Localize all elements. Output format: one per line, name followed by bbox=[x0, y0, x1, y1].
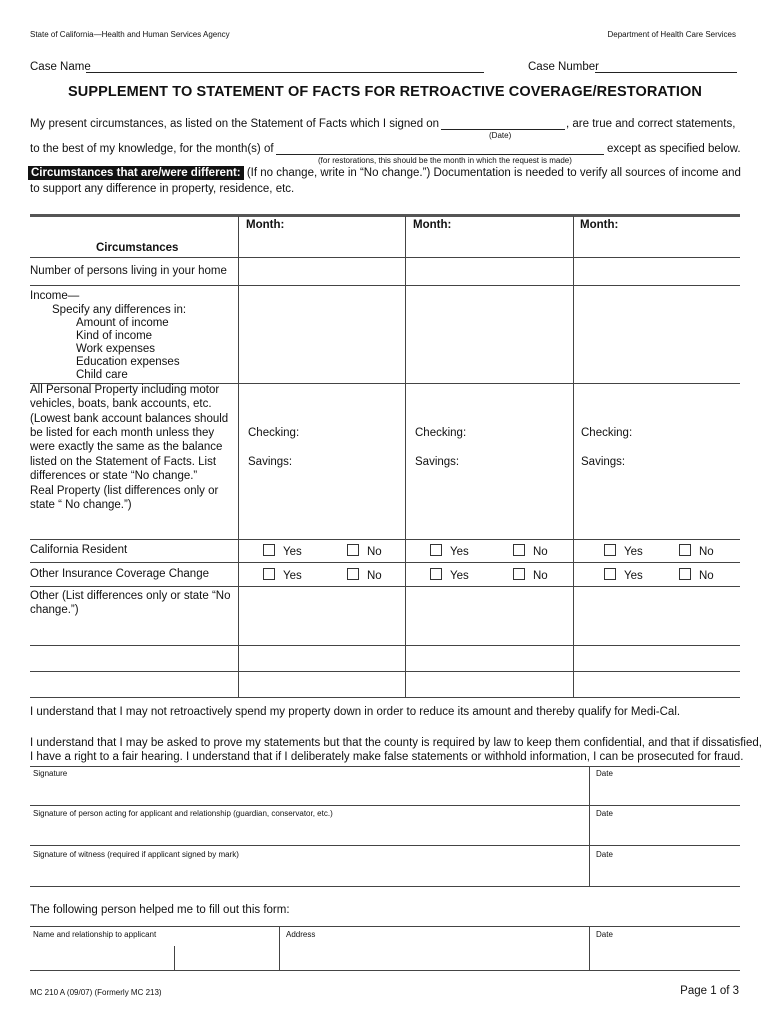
personal-property-line: were exactly the same as the balance bbox=[30, 441, 223, 453]
helper-name-field[interactable] bbox=[31, 940, 277, 969]
understand-statement-2a: I understand that I may be asked to prove my statements but that the county is required by law to keep them confidential, and that if dissatisfied, bbox=[30, 737, 762, 749]
savings-label-3: Savings: bbox=[581, 456, 626, 468]
department-header: Department of Health Care Services bbox=[607, 30, 736, 39]
checkbox[interactable] bbox=[347, 568, 359, 580]
helper-col-divider-2 bbox=[589, 926, 590, 970]
month-header-3: Month: bbox=[580, 219, 619, 231]
insurance-no-2[interactable] bbox=[513, 568, 548, 582]
helper-name-label: Name and relationship to applicant bbox=[33, 930, 157, 939]
income-item: Amount of income bbox=[76, 317, 169, 329]
ca-resident-no-1[interactable] bbox=[347, 544, 382, 558]
persons-month3-field[interactable] bbox=[574, 258, 740, 285]
checkbox[interactable] bbox=[513, 544, 525, 556]
helper-top-border bbox=[30, 926, 740, 927]
checkbox[interactable] bbox=[430, 568, 442, 580]
income-label: Income— bbox=[30, 290, 80, 302]
understand-statement-2b: I have a right to a fair hearing. I understand that if I deliberately make false statements or withhold information, I can be prosecuted for fraud. bbox=[30, 751, 744, 763]
circumstances-highlight: Circumstances that are/were different: bbox=[28, 166, 244, 180]
understand-statement-1: I understand that I may not retroactively spend my property down in order to reduce its amount and thereby qualify for Medi-Cal. bbox=[30, 706, 681, 718]
real-property-line: Real Property (list differences only or bbox=[30, 485, 219, 497]
income-month2-field[interactable] bbox=[406, 286, 572, 382]
helper-bottom-border bbox=[30, 970, 740, 971]
circumstances-header: Circumstances bbox=[96, 242, 179, 254]
other-line: Other (List differences only or state “No bbox=[30, 590, 231, 602]
row-divider bbox=[30, 805, 740, 806]
yes-label: Yes bbox=[624, 546, 643, 558]
helper-intro: The following person helped me to fill out this form: bbox=[30, 904, 290, 916]
signature-field[interactable] bbox=[31, 778, 587, 804]
helper-address-label: Address bbox=[286, 930, 316, 939]
signature-date-divider bbox=[589, 766, 590, 886]
income-item: Child care bbox=[76, 369, 128, 381]
helper-address-field[interactable] bbox=[281, 940, 587, 969]
checking-label-1: Checking: bbox=[248, 427, 300, 439]
statement-line3 bbox=[28, 167, 740, 179]
yes-label: Yes bbox=[624, 570, 643, 582]
checkbox[interactable] bbox=[604, 568, 616, 580]
real-property-line: state “ No change.”) bbox=[30, 499, 132, 511]
statement-line1: My present circumstances, as listed on the Statement of Facts which I signed on bbox=[30, 118, 440, 130]
signature-date-label: Date bbox=[596, 769, 613, 778]
helper-date-field[interactable] bbox=[591, 940, 739, 969]
checking-label-2: Checking: bbox=[415, 427, 467, 439]
income-sub-label: Specify any differences in: bbox=[52, 304, 187, 316]
income-item: Kind of income bbox=[76, 330, 153, 342]
statement-line2: to the best of my knowledge, for the month(s) of bbox=[30, 143, 274, 155]
checking-label-3: Checking: bbox=[581, 427, 633, 439]
insurance-yes-1[interactable] bbox=[263, 568, 302, 582]
persons-month1-field[interactable] bbox=[239, 258, 404, 285]
row-divider bbox=[30, 845, 740, 846]
acting-date-label: Date bbox=[596, 809, 613, 818]
case-name-field[interactable] bbox=[86, 72, 484, 73]
form-title: SUPPLEMENT TO STATEMENT OF FACTS FOR RETROACTIVE COVERAGE/RESTORATION bbox=[68, 84, 702, 100]
checkbox[interactable] bbox=[604, 544, 616, 556]
ca-resident-yes-3[interactable] bbox=[604, 544, 643, 558]
checkbox[interactable] bbox=[513, 568, 525, 580]
acting-date-field[interactable] bbox=[591, 818, 739, 844]
signature-date-field[interactable] bbox=[591, 778, 739, 804]
row-divider bbox=[30, 886, 740, 887]
personal-property-line: listed on the Statement of Facts. List bbox=[30, 456, 217, 468]
witness-date-field[interactable] bbox=[591, 859, 739, 885]
checkbox[interactable] bbox=[347, 544, 359, 556]
statement-line3-text: (If no change, write in “No change.”) Documentation is needed to verify all sources of income and bbox=[246, 167, 741, 179]
other-line: change.”) bbox=[30, 604, 79, 616]
witness-date-label: Date bbox=[596, 850, 613, 859]
case-name-label: Case Name bbox=[30, 61, 91, 73]
income-item: Education expenses bbox=[76, 356, 180, 368]
income-month3-field[interactable] bbox=[574, 286, 740, 382]
ca-resident-no-3[interactable] bbox=[679, 544, 714, 558]
case-number-field[interactable] bbox=[595, 72, 737, 73]
yes-label: Yes bbox=[450, 570, 469, 582]
yes-label: Yes bbox=[450, 546, 469, 558]
ca-resident-yes-2[interactable] bbox=[430, 544, 469, 558]
no-label: No bbox=[367, 546, 382, 558]
month-header-2: Month: bbox=[413, 219, 452, 231]
ca-resident-no-2[interactable] bbox=[513, 544, 548, 558]
income-month1-field[interactable] bbox=[239, 286, 404, 382]
signature-label: Signature bbox=[33, 769, 68, 778]
agency-header: State of California—Health and Human Services Agency bbox=[30, 30, 230, 39]
row-divider bbox=[30, 645, 740, 646]
helper-date-label: Date bbox=[596, 930, 613, 939]
statement-line4: to support any difference in property, residence, etc. bbox=[30, 183, 295, 195]
acting-signature-label: Signature of person acting for applicant and relationship (guardian, conservator, etc.) bbox=[33, 809, 333, 818]
personal-property-line: vehicles, boats, bank accounts, etc. bbox=[30, 398, 212, 410]
table-top-border bbox=[30, 214, 740, 217]
statement-line1-end: , are true and correct statements, bbox=[566, 118, 736, 130]
no-label: No bbox=[367, 570, 382, 582]
no-label: No bbox=[533, 546, 548, 558]
insurance-no-1[interactable] bbox=[347, 568, 382, 582]
ca-resident-yes-1[interactable] bbox=[263, 544, 302, 558]
checkbox[interactable] bbox=[263, 568, 275, 580]
row-divider bbox=[30, 586, 740, 587]
income-item: Work expenses bbox=[76, 343, 156, 355]
savings-label-2: Savings: bbox=[415, 456, 460, 468]
insurance-yes-2[interactable] bbox=[430, 568, 469, 582]
row-divider bbox=[30, 539, 740, 540]
checkbox[interactable] bbox=[679, 568, 691, 580]
savings-label-1: Savings: bbox=[248, 456, 293, 468]
witness-signature-label: Signature of witness (required if applicant signed by mark) bbox=[33, 850, 239, 859]
personal-property-line: All Personal Property including motor bbox=[30, 384, 220, 396]
row-divider bbox=[30, 671, 740, 672]
acting-signature-field[interactable] bbox=[31, 818, 587, 844]
personal-property-line: be listed for each month unless they bbox=[30, 427, 215, 439]
date-caption: (Date) bbox=[489, 131, 512, 140]
form-id: MC 210 A (09/07) (Formerly MC 213) bbox=[30, 988, 162, 997]
yes-label: Yes bbox=[283, 570, 302, 582]
checkbox[interactable] bbox=[263, 544, 275, 556]
months-caption: (for restorations, this should be the month in which the request is made) bbox=[318, 156, 572, 165]
signature-top-border bbox=[30, 766, 740, 767]
no-label: No bbox=[533, 570, 548, 582]
signed-date-field[interactable] bbox=[441, 129, 565, 130]
table-bottom-border bbox=[30, 697, 740, 698]
case-number-label: Case Number bbox=[528, 61, 599, 73]
insurance-label: Other Insurance Coverage Change bbox=[30, 568, 209, 580]
personal-property-line: differences or state “No change.” bbox=[30, 470, 198, 482]
yes-label: Yes bbox=[283, 546, 302, 558]
no-label: No bbox=[699, 570, 714, 582]
ca-resident-label: California Resident bbox=[30, 544, 128, 556]
personal-property-line: (Lowest bank account balances should bbox=[30, 413, 229, 425]
insurance-yes-3[interactable] bbox=[604, 568, 643, 582]
witness-signature-field[interactable] bbox=[31, 859, 587, 885]
months-field[interactable] bbox=[276, 154, 604, 155]
no-label: No bbox=[699, 546, 714, 558]
statement-line2-end: except as specified below. bbox=[607, 143, 741, 155]
month-header-1: Month: bbox=[246, 219, 285, 231]
helper-col-divider-1 bbox=[279, 926, 280, 970]
persons-label: Number of persons living in your home bbox=[30, 265, 227, 277]
page-number: Page 1 of 3 bbox=[680, 985, 739, 997]
persons-month2-field[interactable] bbox=[406, 258, 572, 285]
insurance-no-3[interactable] bbox=[679, 568, 714, 582]
row-divider bbox=[30, 562, 740, 563]
checkbox[interactable] bbox=[679, 544, 691, 556]
checkbox[interactable] bbox=[430, 544, 442, 556]
